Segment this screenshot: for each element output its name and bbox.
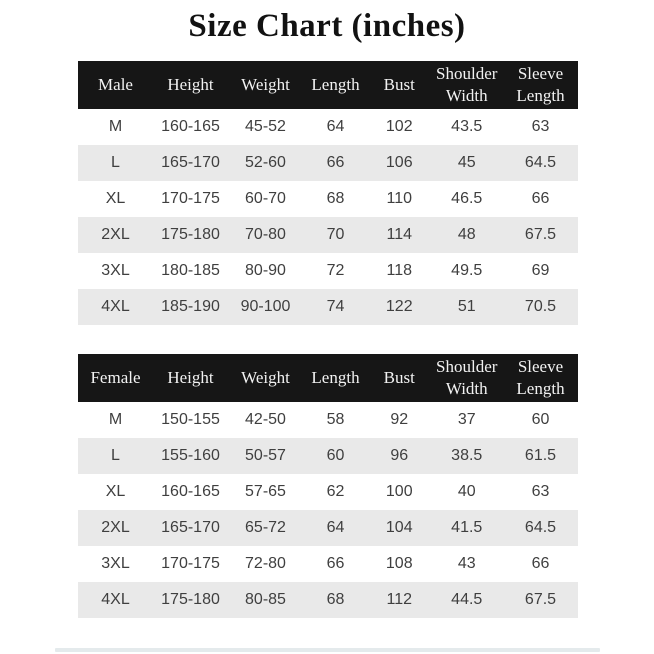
size-cell: L <box>111 446 120 464</box>
weight-cell: 65-72 <box>245 518 286 536</box>
column-header-height: Height <box>153 61 228 109</box>
height-cell: 170-175 <box>161 554 220 572</box>
size-cell: 2XL <box>101 518 130 536</box>
shoulder-width-cell: 46.5 <box>451 189 483 207</box>
column-header-bust: Bust <box>368 354 431 402</box>
shoulder-width-cell: 48 <box>457 225 476 243</box>
column-header-shoulder-width: Shoulder Width <box>431 354 504 402</box>
height-cell: 170-175 <box>161 189 220 207</box>
column-header-height: Height <box>153 354 228 402</box>
length-cell: 58 <box>326 410 345 428</box>
weight-cell: 70-80 <box>245 225 286 243</box>
shoulder-width-cell: 41.5 <box>451 518 483 536</box>
weight-cell: 52-60 <box>245 153 286 171</box>
weight-cell: 60-70 <box>245 189 286 207</box>
column-header-length: Length <box>303 354 368 402</box>
length-cell: 64 <box>326 518 345 536</box>
sleeve-length-cell: 66 <box>531 189 550 207</box>
table-row <box>78 546 578 582</box>
sleeve-length-cell: 64.5 <box>524 518 557 536</box>
shoulder-width-cell: 37 <box>457 410 476 428</box>
weight-cell: 90-100 <box>240 297 291 315</box>
column-header-bust: Bust <box>368 61 431 109</box>
weight-cell: 42-50 <box>245 410 286 428</box>
bust-cell: 108 <box>385 554 413 572</box>
sleeve-length-cell: 61.5 <box>524 446 557 464</box>
height-cell: 165-170 <box>161 518 220 536</box>
sleeve-length-cell: 69 <box>531 261 550 279</box>
size-cell: M <box>108 117 123 135</box>
bust-cell: 100 <box>385 482 413 500</box>
table-row <box>78 217 578 253</box>
size-cell: 3XL <box>101 554 130 572</box>
sleeve-length-cell: 60 <box>531 410 550 428</box>
bust-cell: 118 <box>386 261 412 279</box>
column-header-male: Male <box>78 61 153 109</box>
height-cell: 175-180 <box>161 225 220 243</box>
weight-cell: 80-85 <box>245 590 286 608</box>
height-cell: 160-165 <box>161 482 220 500</box>
length-cell: 68 <box>326 189 345 207</box>
sleeve-length-cell: 63 <box>531 117 550 135</box>
page-title: Size Chart (inches) <box>188 8 466 44</box>
height-cell: 185-190 <box>161 297 220 315</box>
column-header-sleeve-length: Sleeve Length <box>503 354 578 402</box>
bust-cell: 122 <box>385 297 413 315</box>
length-cell: 64 <box>326 117 345 135</box>
height-cell: 165-170 <box>161 153 220 171</box>
table-row <box>78 181 578 217</box>
size-cell: 2XL <box>101 225 130 243</box>
shoulder-width-cell: 43.5 <box>451 117 483 135</box>
weight-cell: 50-57 <box>245 446 286 464</box>
sleeve-length-cell: 70.5 <box>524 297 557 315</box>
bust-cell: 106 <box>385 153 413 171</box>
table-row <box>78 402 578 438</box>
shoulder-width-cell: 45 <box>457 153 476 171</box>
sleeve-length-cell: 67.5 <box>524 590 557 608</box>
table-row <box>78 474 578 510</box>
column-header-length: Length <box>303 61 368 109</box>
weight-cell: 72-80 <box>245 554 286 572</box>
sleeve-length-cell: 63 <box>531 482 550 500</box>
male-size-table <box>78 61 578 325</box>
weight-cell: 57-65 <box>245 482 286 500</box>
shoulder-width-cell: 43 <box>457 554 476 572</box>
bust-cell: 102 <box>385 117 413 135</box>
size-cell: 3XL <box>101 261 130 279</box>
table-row <box>78 145 578 181</box>
female-size-table <box>78 354 578 618</box>
table-row <box>78 438 578 474</box>
sleeve-length-cell: 66 <box>531 554 550 572</box>
sleeve-length-cell: 64.5 <box>524 153 557 171</box>
column-header-weight: Weight <box>228 354 303 402</box>
column-header-female: Female <box>78 354 153 402</box>
shoulder-width-cell: 51 <box>457 297 476 315</box>
bust-cell: 112 <box>386 590 412 608</box>
height-cell: 175-180 <box>161 590 220 608</box>
male-header-row <box>78 61 578 109</box>
height-cell: 150-155 <box>161 410 220 428</box>
column-header-sleeve-length: Sleeve Length <box>503 61 578 109</box>
length-cell: 62 <box>326 482 345 500</box>
bust-cell: 96 <box>390 446 409 464</box>
shoulder-width-cell: 44.5 <box>451 590 483 608</box>
bust-cell: 110 <box>386 189 412 207</box>
table-row <box>78 289 578 325</box>
shoulder-width-cell: 40 <box>457 482 476 500</box>
bust-cell: 104 <box>385 518 413 536</box>
length-cell: 68 <box>326 590 345 608</box>
female-header-row <box>78 354 578 402</box>
weight-cell: 45-52 <box>245 117 286 135</box>
length-cell: 60 <box>326 446 345 464</box>
size-cell: M <box>108 410 123 428</box>
size-cell: XL <box>105 189 126 207</box>
shoulder-width-cell: 38.5 <box>451 446 483 464</box>
length-cell: 66 <box>326 153 345 171</box>
column-header-weight: Weight <box>228 61 303 109</box>
bust-cell: 92 <box>390 410 409 428</box>
bust-cell: 114 <box>386 225 412 243</box>
length-cell: 70 <box>326 225 345 243</box>
size-cell: XL <box>105 482 126 500</box>
size-cell: 4XL <box>101 590 130 608</box>
height-cell: 180-185 <box>161 261 220 279</box>
size-cell: 4XL <box>101 297 130 315</box>
size-cell: L <box>111 153 120 171</box>
weight-cell: 80-90 <box>245 261 286 279</box>
length-cell: 66 <box>326 554 345 572</box>
length-cell: 74 <box>326 297 345 315</box>
sleeve-length-cell: 67.5 <box>524 225 557 243</box>
table-row <box>78 582 578 618</box>
length-cell: 72 <box>326 261 345 279</box>
table-row <box>78 253 578 289</box>
height-cell: 160-165 <box>161 117 220 135</box>
table-row <box>78 510 578 546</box>
height-cell: 155-160 <box>161 446 220 464</box>
table-row <box>78 109 578 145</box>
bottom-edge-strip <box>55 648 600 652</box>
column-header-shoulder-width: Shoulder Width <box>431 61 504 109</box>
shoulder-width-cell: 49.5 <box>451 261 483 279</box>
